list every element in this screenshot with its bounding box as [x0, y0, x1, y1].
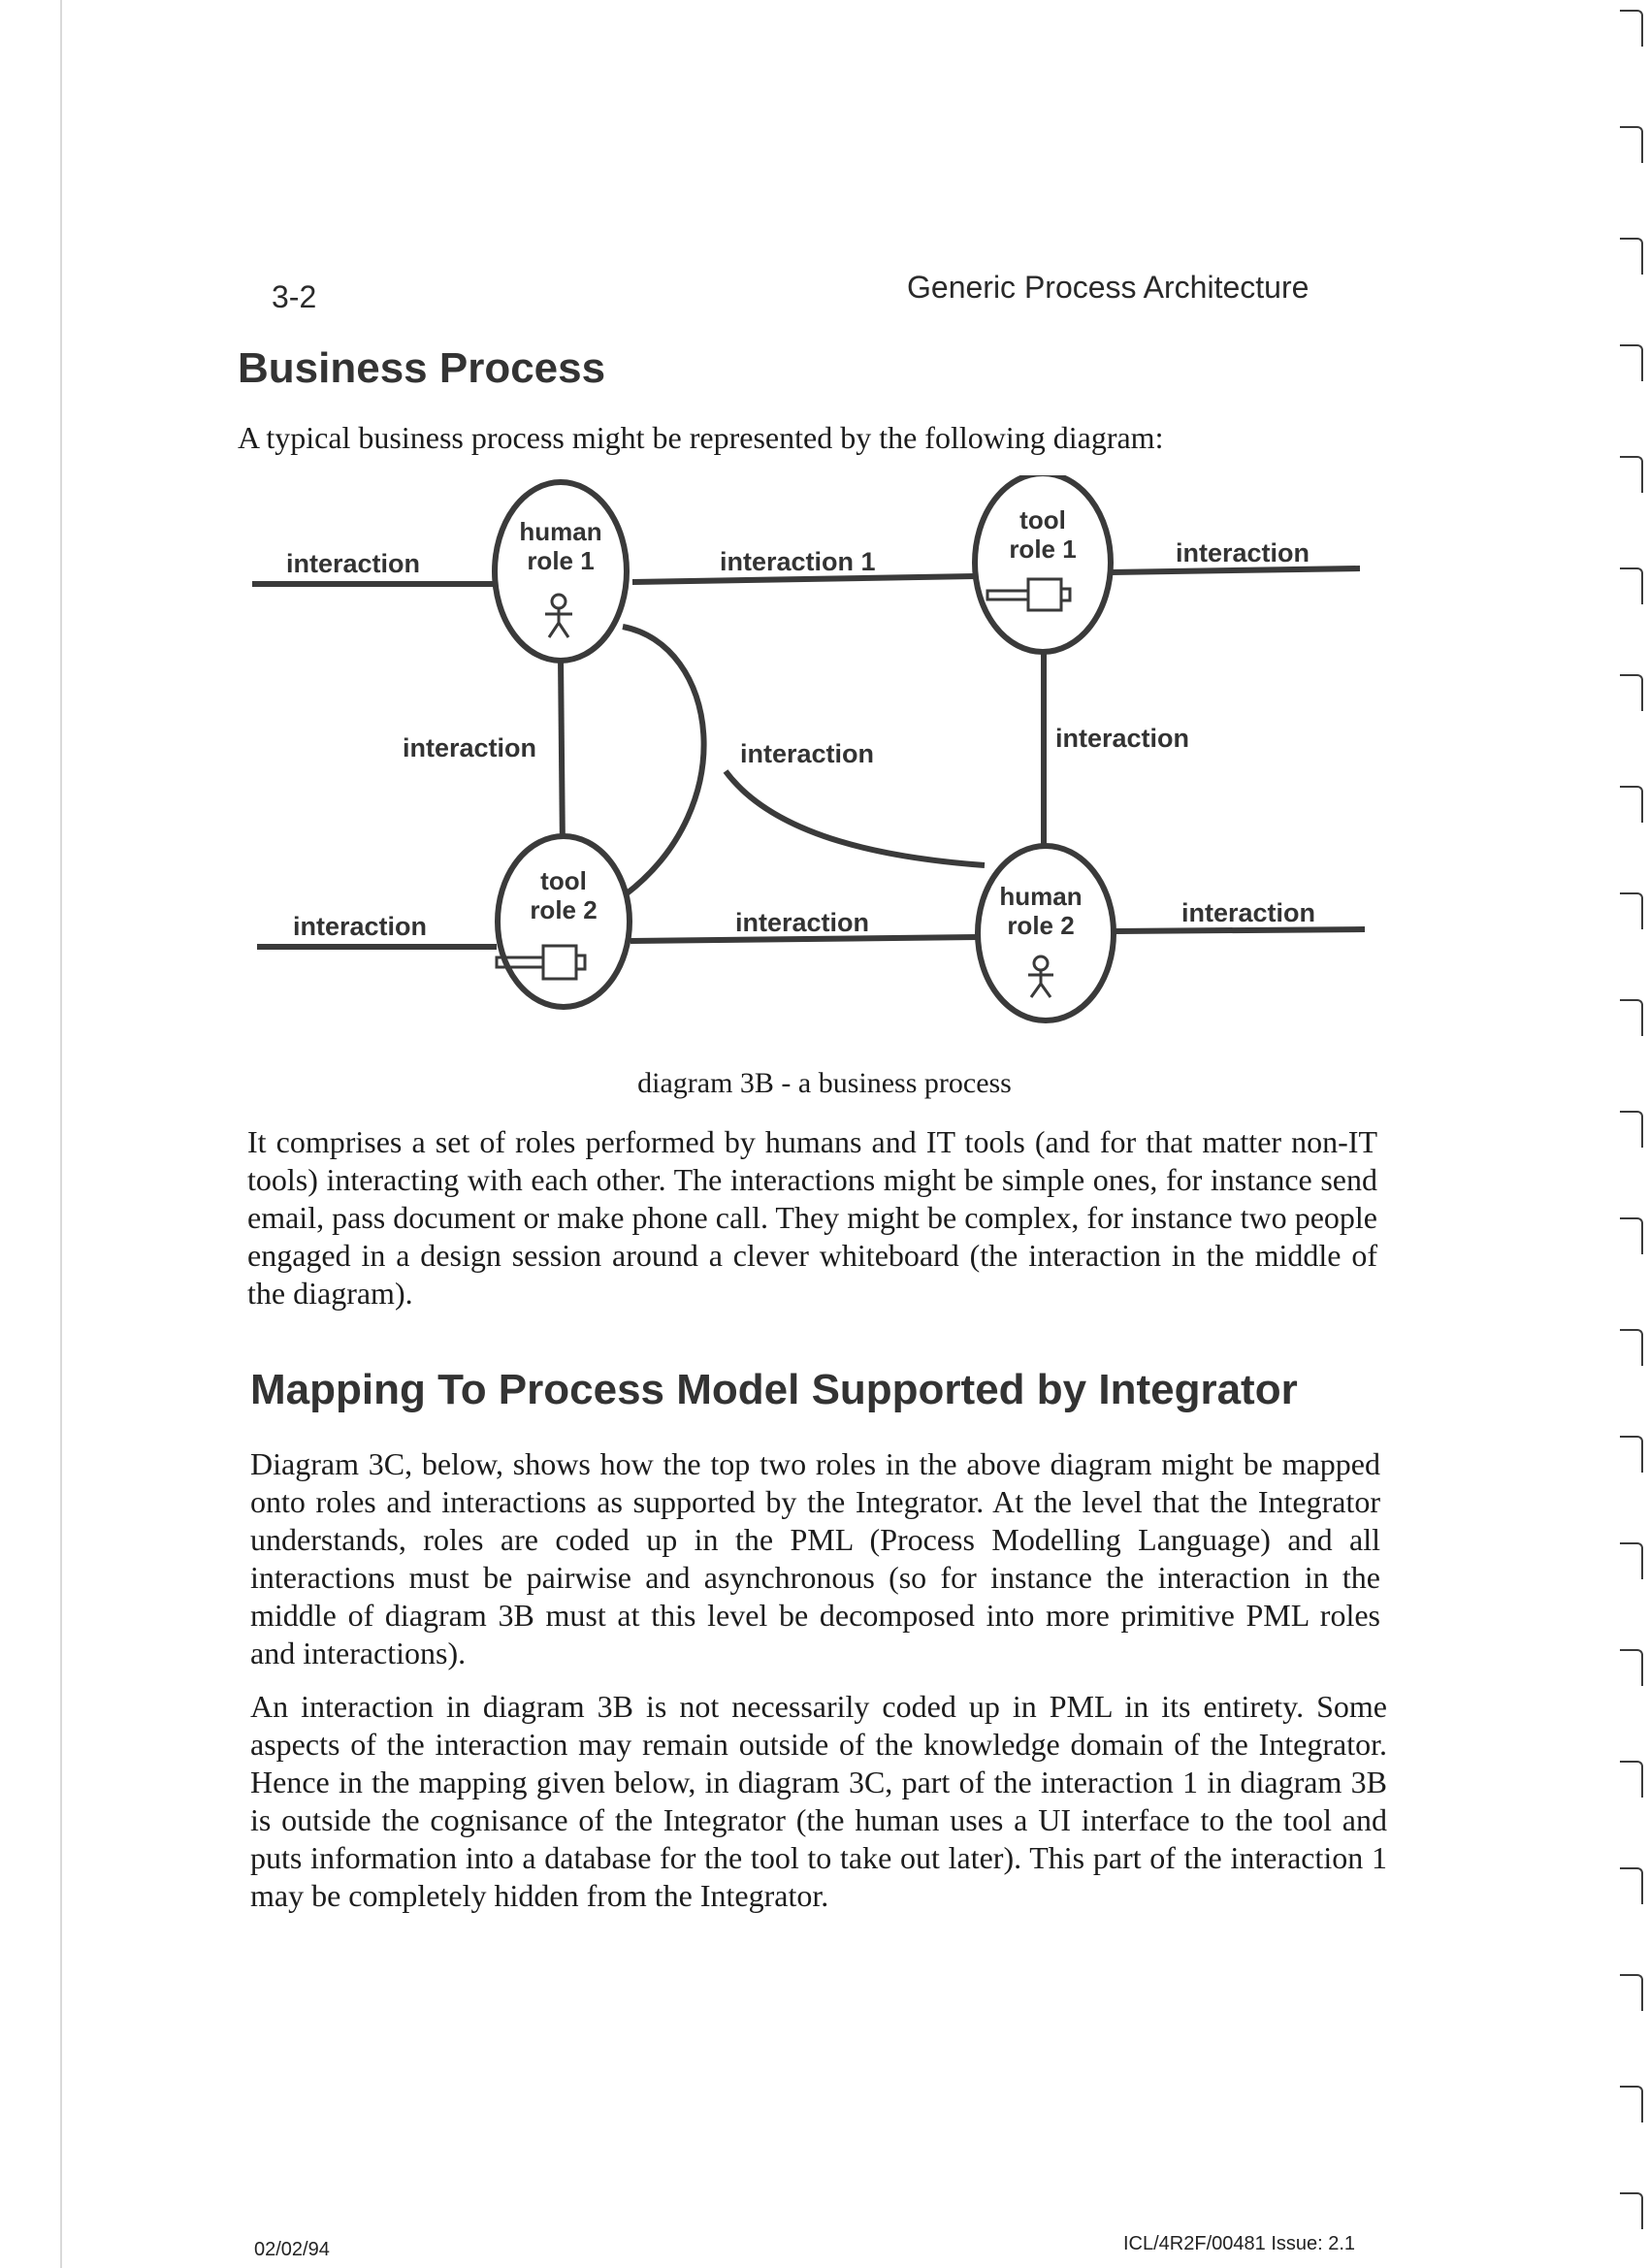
edge-bottom-middle — [630, 937, 978, 941]
body-paragraph: It comprises a set of roles performed by humans and IT tools (and for that matter non-IT tools) interacting with each other. The interactions might be simple ones, for instance send email, pass document or make phone call. They might be complex, for instance two people engaged in a design session around a clever whiteboard (the interaction in the middle of the diagram). — [247, 1124, 1377, 1311]
binder-mark — [1620, 2192, 1643, 2229]
node-label-line: role 2 — [530, 895, 598, 924]
binder-mark — [1620, 786, 1643, 823]
body-paragraph: An interaction in diagram 3B is not necessarily coded up in PML in its entirety. Some aspects of the interaction may remain outside of the knowledge domain of the Integrator. Hence in the mapping given below, in diagram 3C, part of the interaction 1 in diagram 3B is outside the cognisance of the Integrator (the human uses a UI interface to the tool and puts information into a database for the tool to take out later). This part of the interaction 1 may be completely hidden from the Integrator. — [250, 1689, 1387, 1913]
section-heading-mapping: Mapping To Process Model Supported by Integrator — [250, 1366, 1298, 1413]
binder-mark — [1620, 892, 1643, 929]
edge-left-vertical — [561, 658, 563, 852]
binder-mark — [1620, 1867, 1643, 1904]
node-human-role-1 — [495, 482, 627, 661]
running-header-title: Generic Process Architecture — [907, 270, 1310, 305]
binder-mark — [1620, 567, 1643, 604]
edge-top-middle — [632, 576, 975, 582]
edge-label: interaction — [293, 912, 428, 941]
node-label-line: tool — [1019, 505, 1066, 535]
node-label-line: human — [999, 882, 1083, 911]
edge-label: interaction — [286, 549, 421, 578]
binder-mark — [1620, 238, 1643, 275]
edge-label: interaction — [403, 733, 537, 762]
binder-mark — [1620, 1974, 1643, 2011]
edge-middle-curve-right — [726, 771, 985, 865]
binder-mark — [1620, 999, 1643, 1036]
node-label-line: role 1 — [527, 546, 595, 575]
node-label-line: tool — [540, 866, 587, 895]
binder-mark — [1620, 10, 1643, 47]
binder-mark — [1620, 1649, 1643, 1686]
edge-label: interaction 1 — [720, 547, 876, 576]
diagram-caption: diagram 3B - a business process — [637, 1067, 1012, 1099]
binder-mark — [1620, 126, 1643, 163]
binder-mark — [1620, 344, 1643, 381]
edge-top-right — [1111, 568, 1360, 572]
footer-date: 02/02/94 — [254, 2239, 330, 2260]
edge-label: interaction — [1176, 538, 1310, 567]
binder-mark — [1620, 1329, 1643, 1366]
business-process-diagram — [233, 475, 1397, 1057]
binder-mark — [1620, 674, 1643, 711]
page-edge — [60, 0, 62, 2268]
intro-paragraph: A typical business process might be represented by the following diagram: — [238, 420, 1164, 455]
node-tool-role-2 — [497, 836, 630, 1007]
node-label-line: role 1 — [1009, 535, 1077, 564]
node-human-role-2 — [978, 846, 1114, 1021]
binder-mark — [1620, 1111, 1643, 1148]
binder-mark — [1620, 1761, 1643, 1798]
edge-label: interaction — [1181, 898, 1316, 927]
edge-label: interaction — [735, 908, 870, 937]
edge-label: interaction — [740, 739, 875, 768]
binder-mark — [1620, 456, 1643, 493]
binder-mark — [1620, 2086, 1643, 2122]
edge-bottom-right — [1116, 929, 1365, 931]
page-number: 3-2 — [272, 279, 317, 314]
binder-mark — [1620, 1436, 1643, 1473]
node-label-line: human — [519, 517, 602, 546]
binder-edge-marks — [1610, 0, 1649, 2268]
binder-mark — [1620, 1542, 1643, 1579]
edge-label: interaction — [1055, 724, 1190, 753]
footer-document-reference: ICL/4R2F/00481 Issue: 2.1 — [1123, 2233, 1356, 2254]
edge-middle-curve-left — [623, 627, 704, 894]
node-label-line: role 2 — [1007, 911, 1075, 940]
section-heading-business-process: Business Process — [238, 344, 606, 392]
binder-mark — [1620, 1217, 1643, 1254]
node-tool-role-1 — [975, 475, 1111, 652]
body-paragraph: Diagram 3C, below, shows how the top two roles in the above diagram might be mapped onto roles and interactions as supported by the Integrator. At the level that the Integrator understands, roles are coded up in the PML (Process Modelling Language) and all interactions must be pairwise and asynchronous (so for instance the interaction in the middle of diagram 3B must at this level be decomposed into more primitive PML roles and interactions). — [250, 1446, 1380, 1670]
